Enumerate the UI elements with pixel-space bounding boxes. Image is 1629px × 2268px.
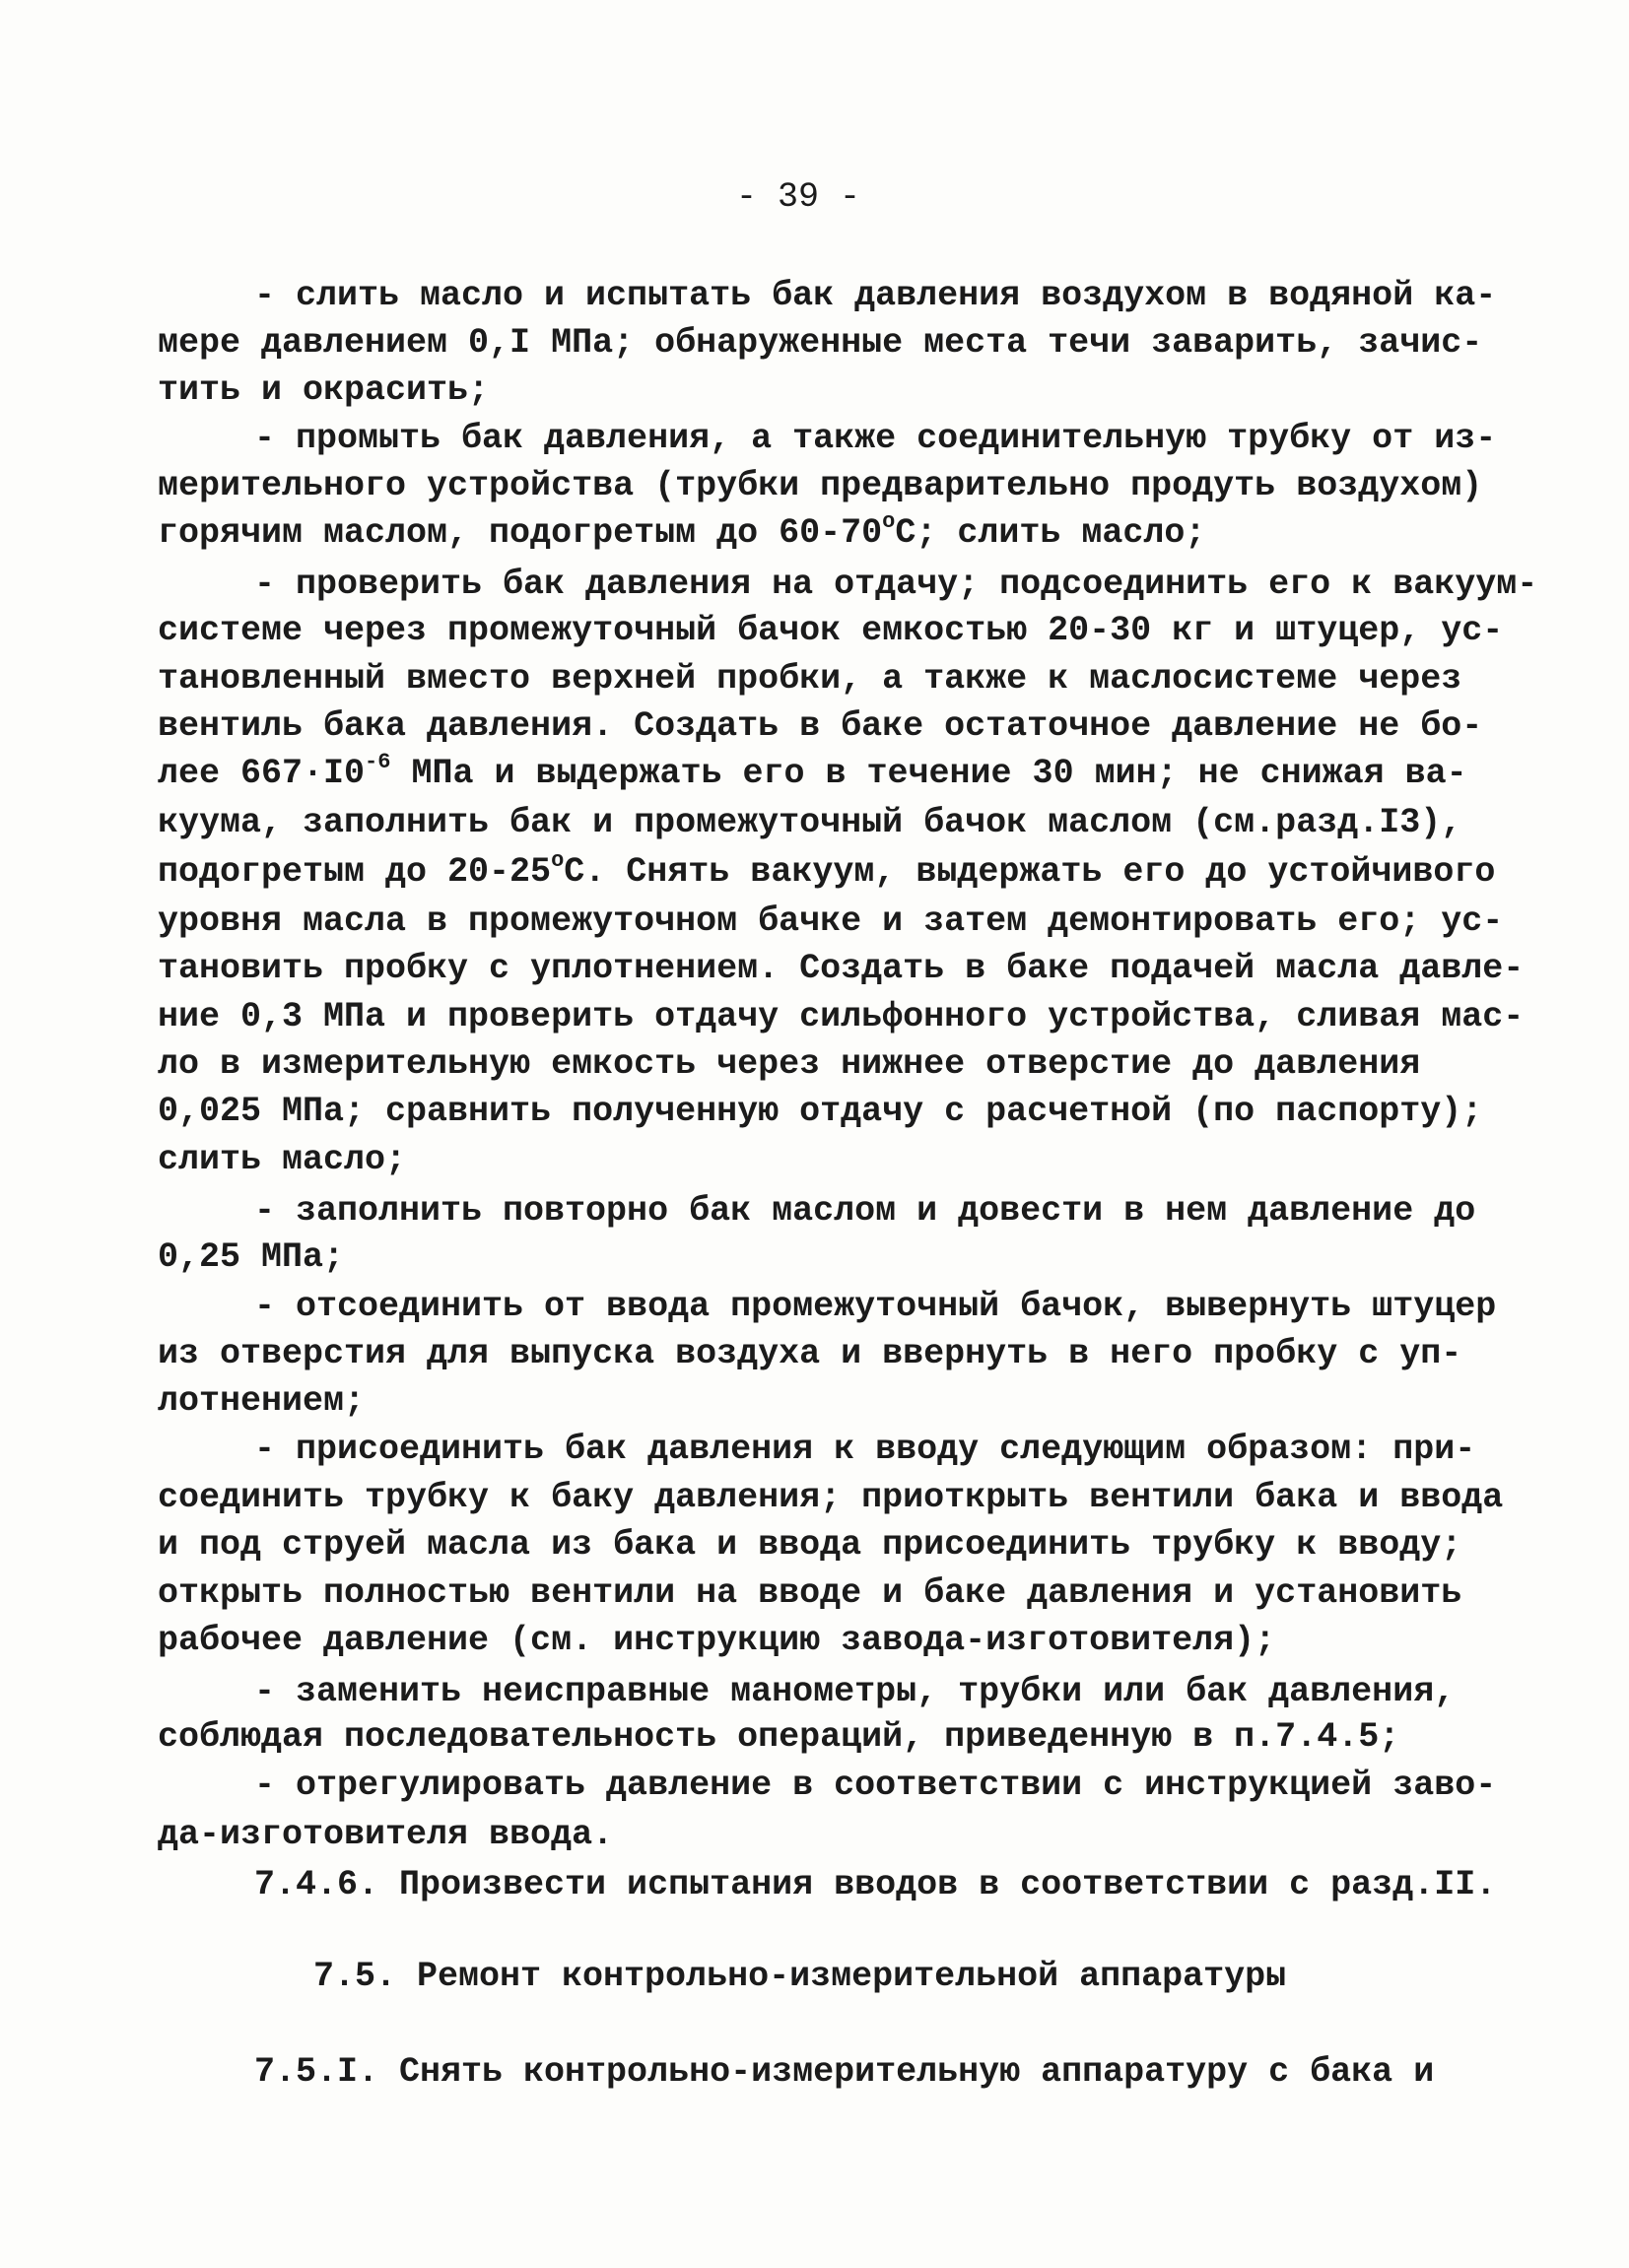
text-segment: - промыть бак давления, а также соединительную трубку от из- bbox=[254, 419, 1497, 458]
text-segment: 0,025 МПа; сравнить полученную отдачу с расчетной (по паспорту); bbox=[158, 1092, 1483, 1131]
text-segment: 0,25 МПа; bbox=[158, 1237, 345, 1277]
text-line bbox=[158, 848, 1496, 892]
text-line bbox=[158, 750, 1467, 793]
text-line bbox=[254, 419, 1497, 458]
text-line bbox=[158, 1573, 1462, 1613]
text-segment: тить и окрасить; bbox=[158, 370, 490, 410]
text-line bbox=[254, 1768, 1496, 1803]
text-segment: уровня масла в промежуточном бачке и затем демонтировать его; ус- bbox=[158, 901, 1504, 941]
text-segment: соединить трубку к баку давления; приоткрыть вентили бака и ввода bbox=[158, 1478, 1504, 1517]
text-segment: ло в измерительную емкость через нижнее отверстие до давления bbox=[158, 1044, 1421, 1084]
text-segment: открыть полностью вентили на вводе и баке давления и установить bbox=[158, 1573, 1462, 1613]
superscript: о bbox=[551, 848, 565, 874]
text-line bbox=[158, 1140, 407, 1179]
text-segment: системе через промежуточный бачок емкостью 20-30 кг и штуцер, ус- bbox=[158, 611, 1504, 650]
text-segment: соблюдая последовательность операций, приведенную в п.7.4.5; bbox=[158, 1717, 1400, 1757]
text-segment: и под струей масла из бака и ввода присоединить трубку к вводу; bbox=[158, 1525, 1462, 1565]
text-line bbox=[254, 1287, 1497, 1326]
text-line bbox=[254, 567, 1537, 602]
text-line bbox=[158, 659, 1462, 699]
text-segment: горячим маслом, подогретым до 60-70 bbox=[158, 513, 883, 553]
text-line bbox=[158, 611, 1504, 650]
text-segment: С. Снять вакуум, выдержать его до устойчивого bbox=[564, 852, 1496, 892]
text-line bbox=[158, 1044, 1421, 1084]
text-line bbox=[158, 1815, 614, 1854]
text-line bbox=[158, 370, 490, 410]
text-line bbox=[254, 1191, 1476, 1231]
text-segment: С; слить масло; bbox=[895, 513, 1206, 553]
text-segment: куума, заполнить бак и промежуточный бачок маслом (см.разд.I3), bbox=[158, 803, 1462, 842]
text-line bbox=[254, 1430, 1476, 1469]
text-segment: подогретым до 20-25 bbox=[158, 852, 552, 892]
text-segment: 7.5.I. Снять контрольно-измерительную аппаратуру с бака и bbox=[254, 2052, 1435, 2092]
text-segment: - слить масло и испытать бак давления воздухом в водяной ка- bbox=[254, 276, 1497, 315]
text-segment: 7.4.6. Произвести испытания вводов в соответствии с разд.II. bbox=[254, 1865, 1497, 1904]
text-segment: мере давлением 0,I МПа; обнаруженные места течи заварить, зачис- bbox=[158, 323, 1483, 363]
text-line bbox=[158, 1478, 1504, 1517]
text-line bbox=[158, 1621, 1276, 1660]
text-segment: лее 667·I0 bbox=[158, 754, 366, 793]
text-line bbox=[158, 1237, 345, 1277]
text-line bbox=[158, 901, 1504, 941]
text-line bbox=[158, 323, 1483, 363]
text-segment: тановленный вместо верхней пробки, а также к маслосистеме через bbox=[158, 659, 1462, 699]
page-number: - 39 - bbox=[735, 177, 861, 217]
text-line bbox=[158, 997, 1525, 1036]
text-segment: - заменить неисправные манометры, трубки или бак давления, bbox=[254, 1672, 1456, 1711]
text-line bbox=[158, 509, 1206, 553]
text-line bbox=[158, 1717, 1400, 1757]
text-segment: - присоединить бак давления к вводу следующим образом: при- bbox=[254, 1430, 1476, 1469]
text-segment: вентиль бака давления. Создать в баке остаточное давление не бо- bbox=[158, 706, 1483, 746]
text-segment: - заполнить повторно бак маслом и довести в нем давление до bbox=[254, 1191, 1476, 1231]
text-line bbox=[158, 803, 1462, 842]
text-segment: - отсоединить от ввода промежуточный бачок, вывернуть штуцер bbox=[254, 1287, 1497, 1326]
text-segment: из отверстия для выпуска воздуха и ввернуть в него пробку с уп- bbox=[158, 1334, 1462, 1373]
text-line bbox=[313, 1957, 1287, 1996]
text-line bbox=[158, 706, 1483, 746]
text-segment: мерительного устройства (трубки предварительно продуть воздухом) bbox=[158, 466, 1483, 505]
text-line bbox=[254, 1865, 1497, 1904]
superscript: о bbox=[882, 509, 896, 535]
text-segment: - отрегулировать давление в соответствии с инструкцией заво- bbox=[254, 1766, 1497, 1805]
text-line bbox=[254, 276, 1497, 315]
text-line bbox=[158, 949, 1525, 988]
text-segment: да-изготовителя ввода. bbox=[158, 1815, 614, 1854]
text-line bbox=[158, 1381, 366, 1421]
text-segment: ние 0,3 МПа и проверить отдачу сильфонного устройства, сливая мас- bbox=[158, 997, 1525, 1036]
superscript: -6 bbox=[365, 750, 391, 775]
text-segment: тановить пробку с уплотнением. Создать в баке подачей масла давле- bbox=[158, 949, 1525, 988]
text-segment: 7.5. Ремонт контрольно-измерительной аппаратуры bbox=[313, 1957, 1287, 1996]
text-line bbox=[254, 1672, 1456, 1711]
text-segment: слить масло; bbox=[158, 1140, 407, 1179]
text-segment: лотнением; bbox=[158, 1381, 366, 1421]
text-line bbox=[254, 2052, 1435, 2092]
text-line bbox=[158, 1334, 1462, 1373]
text-line bbox=[158, 1092, 1483, 1131]
text-segment: - проверить бак давления на отдачу; подсоединить его к вакуум- bbox=[254, 565, 1538, 604]
text-segment: МПа и выдержать его в течение 30 мин; не снижая ва- bbox=[390, 754, 1467, 793]
text-line bbox=[158, 1525, 1462, 1565]
text-line bbox=[158, 466, 1483, 505]
text-segment: рабочее давление (см. инструкцию завода-изготовителя); bbox=[158, 1621, 1276, 1660]
